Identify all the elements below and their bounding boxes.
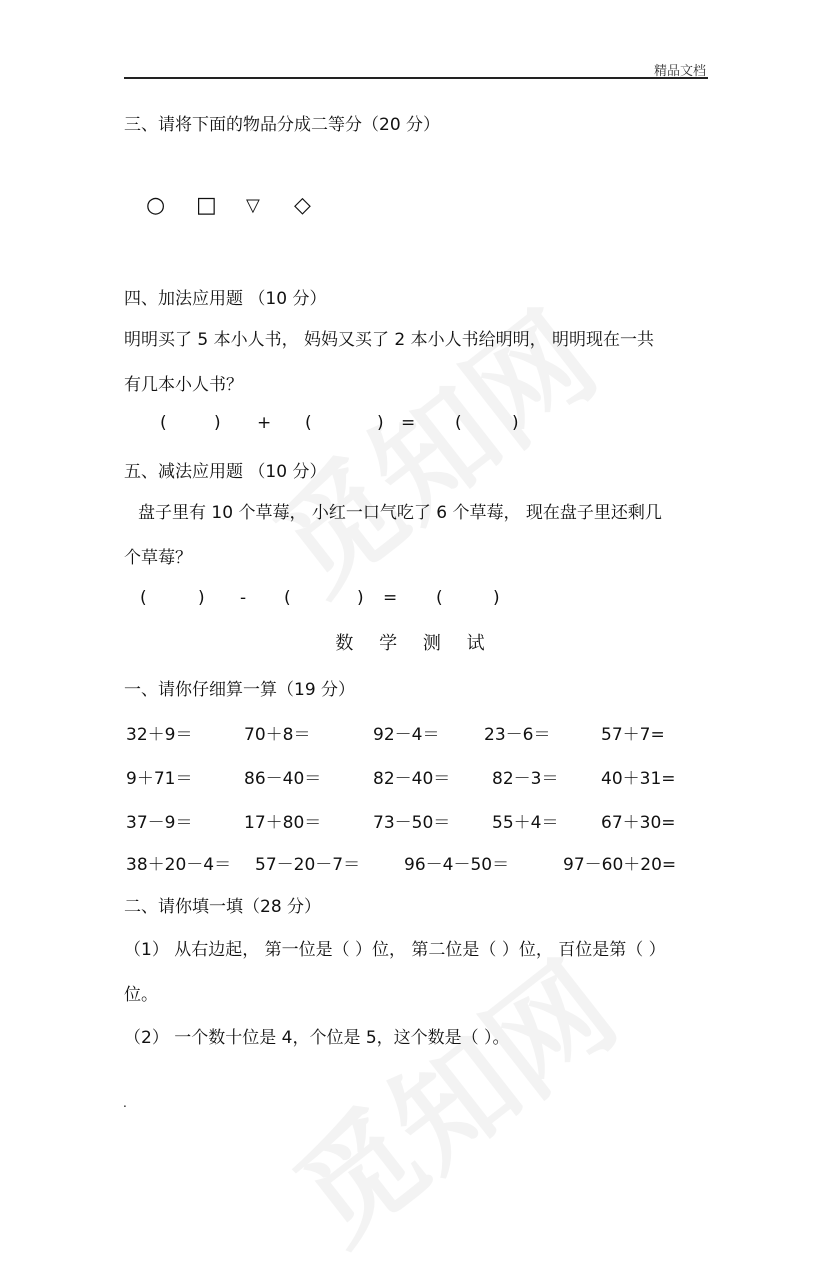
eq-open-paren: ( [455, 413, 462, 433]
eq-equals: = [401, 413, 416, 433]
eq-open-paren: ( [436, 588, 443, 608]
eq-close-paren: ) [198, 588, 205, 608]
part2-question2: （2） 一个数十位是 4，个位是 5，这个数是（ ）。 [124, 1028, 510, 1048]
eq-close-paren: ) [214, 413, 221, 433]
calc-item: 38＋20－4＝ [126, 855, 232, 875]
part2-question1-line1: （1） 从右边起， 第一位是（ ）位， 第二位是（ ）位， 百位是第（ ） [124, 940, 666, 960]
test-title: 数 学 测 试 [335, 633, 495, 654]
section5-equation [0, 588, 830, 612]
triangle-down-icon: ▽ [246, 195, 260, 216]
watermark [235, 267, 625, 624]
section4-question-line2: 有几本小人书？ [124, 375, 243, 395]
eq-operator: - [240, 588, 247, 608]
calc-item: 9＋71＝ [126, 769, 193, 789]
eq-open-paren: ( [160, 413, 167, 433]
calc-item: 92－4＝ [373, 725, 440, 745]
eq-close-paren: ) [512, 413, 519, 433]
calc-item: 37－9＝ [126, 813, 193, 833]
circle-icon: ○ [146, 193, 166, 218]
calc-item: 82－40＝ [373, 769, 451, 789]
eq-close-paren: ) [377, 413, 384, 433]
calc-item: 97－60＋20= [563, 855, 677, 875]
eq-open-paren: ( [140, 588, 147, 608]
calc-item: 23－6＝ [484, 725, 551, 745]
section5-title: 五、减法应用题 （10 分） [124, 462, 327, 482]
section5-question-line1: 盘子里有 10 个草莓， 小红一口气吃了 6 个草莓， 现在盘子里还剩几 [138, 503, 662, 523]
eq-open-paren: ( [284, 588, 291, 608]
eq-open-paren: ( [305, 413, 312, 433]
part2-title: 二、请你填一填（28 分） [124, 897, 322, 917]
header-label: 精品文档 [653, 64, 706, 79]
section4-title: 四、加法应用题 （10 分） [124, 289, 327, 309]
section4-question-line1: 明明买了 5 本小人书， 妈妈又买了 2 本小人书给明明， 明明现在一共 [124, 330, 655, 350]
eq-equals: = [383, 588, 398, 608]
calc-item: 57－20－7＝ [255, 855, 361, 875]
section3-title: 三、请将下面的物品分成二等分（20 分） [124, 115, 441, 135]
header-divider [124, 77, 708, 79]
watermark [255, 917, 645, 1274]
calc-item: 55＋4＝ [492, 813, 559, 833]
eq-close-paren: ) [357, 588, 364, 608]
section5-question-line2: 个草莓？ [124, 548, 192, 568]
square-icon: □ [196, 193, 217, 218]
section4-equation [0, 413, 830, 437]
eq-close-paren: ) [493, 588, 500, 608]
calc-item: 67＋30= [601, 813, 676, 833]
calc-item: 82－3＝ [492, 769, 559, 789]
part2-question1-line2: 位。 [124, 985, 158, 1005]
calc-item: 57＋7= [601, 725, 665, 745]
shapes-row [146, 193, 346, 221]
calc-item: 40＋31= [601, 769, 676, 789]
calc-item: 32＋9＝ [126, 725, 193, 745]
calc-item: 17＋80＝ [244, 813, 322, 833]
footer-dot: . [123, 1096, 127, 1110]
calc-grid [0, 720, 830, 880]
eq-operator: + [257, 413, 272, 433]
diamond-icon: ◇ [294, 193, 311, 218]
calc-item: 86－40＝ [244, 769, 322, 789]
part1-title: 一、请你仔细算一算（19 分） [124, 680, 356, 700]
calc-item: 70＋8＝ [244, 725, 311, 745]
calc-item: 96－4－50＝ [404, 855, 510, 875]
calc-item: 73－50＝ [373, 813, 451, 833]
